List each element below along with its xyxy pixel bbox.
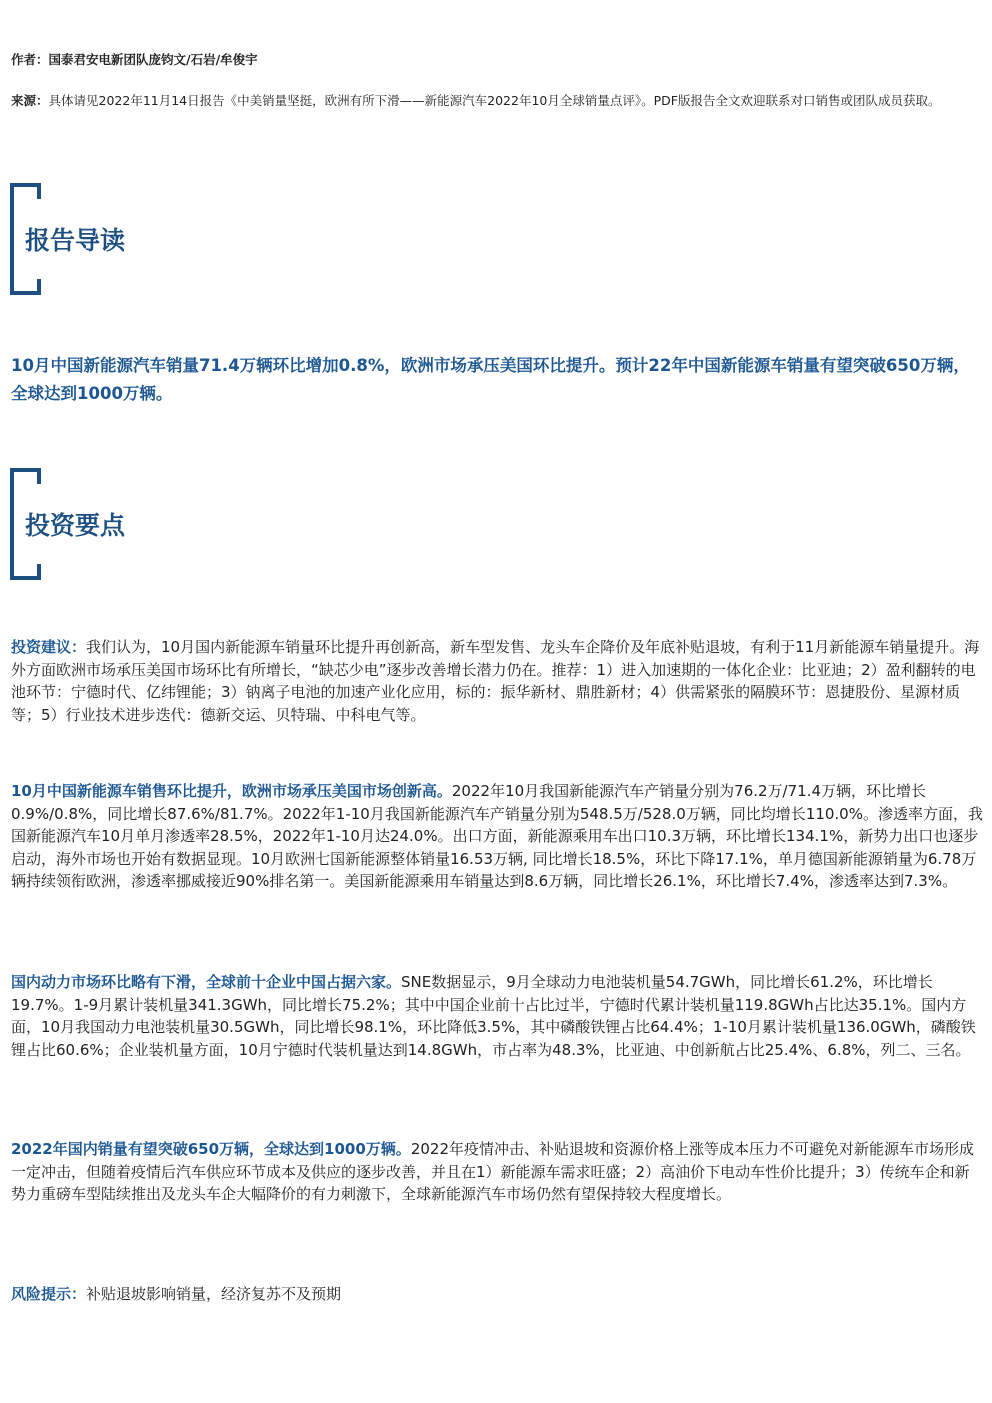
source-line [11,90,981,112]
section-title: 报告导读 [25,226,126,255]
advice-label: 投资建议： [11,638,87,656]
author-line [11,49,981,71]
section-investment-points [10,468,210,582]
paragraph-battery [11,971,983,1061]
source-text: 具体请见2022年11月14日报告《中美销量坚挺，欧洲有所下滑——新能源汽车2022年10月全球销量点评》。PDF版报告全文欢迎联系对口销售或团队成员获取。 [48,93,941,108]
sales-text: 2022年10月我国新能源汽车产销量分别为76.2万/71.4万辆，环比增长0.9%/0.8%，同比增长87.6%/81.7%。2022年1-10月我国新能源汽车产销量分别为548.5万/528.0万辆，同比均增长110.0%。渗透率方面，我国新能源汽车10月单月渗透率28.5%，2022年1-10月达24.0%。出口方面，新能源乘用车出口10.3万辆，环比增长134.1%，新势力出口也逐步启动，海外市场也开始有数据显现。10月欧洲七国新能源整体销量16.53万辆, 同比增长18.5%，环比下降17.1%，单月德国新能源销量为6.78万辆持续领衔欧洲，渗透率挪威接近90%排名第一。美国新能源乘用车销量达到8.6万辆，同比增长26.1%，环比增长7.4%，渗透率达到7.3%。 [11,782,983,891]
battery-text: SNE数据显示，9月全球动力电池装机量54.7GWh，同比增长61.2%，环比增长19.7%。1-9月累计装机量341.3GWh，同比增长75.2%；其中中国企业前十占比过半，宁德时代累计装机量119.8GWh占比达35.1%。国内方面，10月我国动力电池装机量30.5GWh，同比增长98.1%，环比降低3.5%，其中磷酸铁锂占比64.4%；1-10月累计装机量136.0GWh，磷酸铁锂占比60.6%；企业装机量方面，10月宁德时代装机量达到14.8GWh，市占率为48.3%，比亚迪、中创新航占比25.4%、6.8%，列二、三名。 [11,973,976,1059]
outlook-headline: 2022年国内销量有望突破650万辆，全球达到1000万辆。 [11,1140,411,1158]
section-title: 投资要点 [25,511,126,540]
author-label: 作者： [11,52,49,67]
paragraph-advice [11,636,983,726]
guide-headline: 10月中国新能源汽车销量71.4万辆环比增加0.8%，欧洲市场承压美国环比提升。预计22年中国新能源车销量有望突破650万辆，全球达到1000万辆。 [11,356,970,403]
outlook-text: 2022年疫情冲击、补贴退坡和资源价格上涨等成本压力不可避免对新能源车市场形成一定冲击，但随着疫情后汽车供应环节成本及供应的逐步改善，并且在1）新能源车需求旺盛；2）高油价下电动车性价比提升；3）传统车企和新势力重磅车型陆续推出及龙头车企大幅降价的有力刺激下，全球新能源汽车市场仍然有望保持较大程度增长。 [11,1140,974,1204]
source-label: 来源： [11,93,49,108]
paragraph-outlook [11,1138,983,1206]
battery-headline: 国内动力市场环比略有下滑，全球前十企业中国占据六家。 [11,973,402,991]
risk-label: 风险提示： [11,1285,87,1303]
advice-text: 我们认为，10月国内新能源车销量环比提升再创新高，新车型发售、龙头车企降价及年底补贴退坡，有利于11月新能源车销量提升。海外方面欧洲市场承压美国市场环比有所增长，“缺芯少电”逐步改善增长潜力仍在。推荐：1）进入加速期的一体化企业：比亚迪；2）盈利翻转的电池环节：宁德时代、亿纬锂能；3）钠离子电池的加速产业化应用，标的：振华新材、鼎胜新材；4）供需紧张的隔膜环节：恩捷股份、星源材质等；5）行业技术进步迭代：德新交运、贝特瑞、中科电气等。 [11,638,980,724]
sales-headline: 10月中国新能源车销售环比提升，欧洲市场承压美国市场创新高。 [11,782,452,800]
paragraph-risk [11,1283,983,1306]
section-report-guide [10,183,210,297]
risk-text: 补贴退坡影响销量，经济复苏不及预期 [86,1285,342,1303]
author-names: 国泰君安电新团队庞钧文/石岩/牟俊宇 [48,52,258,67]
paragraph-sales [11,780,983,893]
